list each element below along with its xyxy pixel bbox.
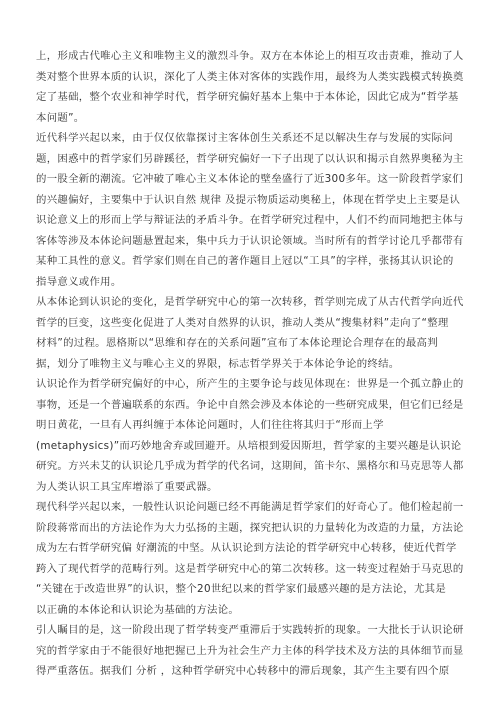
text-line: 的一股全新的潮流。它冲破了唯心主义本体论的壁垒盛行了近300多年。这一阶段哲学家们 bbox=[36, 173, 463, 185]
text-line: 以正确的本体论和认识论为基础的方法论。 bbox=[36, 603, 240, 616]
text-line: 得严重落伍。据我们 分析 ，这种哲学研究中心转移中的滞后现象，其产生主要有四个原 bbox=[36, 665, 450, 677]
text-line: 类对整个世界本质的认识，深化了人类主体对客体的实践作用，最终为人类实践模式转换奠 bbox=[36, 70, 464, 83]
text-line: “关键在于改造世界”的认识，整个20世纪以来的哲学家们最感兴趣的是方法论，尤其是 bbox=[36, 583, 447, 595]
text-line: 某种工具性的意义。哲学家们则在自己的著作题目上冠以“工具”的字样，张扬其认识论的 bbox=[36, 255, 454, 267]
paragraph-3 bbox=[36, 292, 464, 374]
document-page bbox=[36, 46, 464, 682]
text-line: 的兴趣偏好，主要集中于认识自然 规律 及提示物质运动奥秘上，体现在哲学史上主要是认 bbox=[36, 193, 461, 206]
text-line: 成为左右哲学研究偏 好潮流的中坚。从认识论到方法论的哲学研究中心转移，使近代哲学 bbox=[36, 542, 457, 554]
text-line: 明日黄花，一旦有人再纠缠于本体论问题时，人们往往将其归于“形而上学 bbox=[36, 419, 384, 431]
paragraph-5 bbox=[36, 497, 464, 620]
text-line: 上，形成古代唯心主义和唯物主义的激烈斗争。双方在本体论上的相互攻击责难，推动了人 bbox=[36, 50, 464, 62]
text-line: 事物，还是一个普遍联系的东西。争论中自然会涉及本体论的一些研究成果，但它们已经是 bbox=[36, 398, 464, 411]
text-line: 为人类认识工具宝库增添了重要武器。 bbox=[36, 480, 218, 493]
text-line: 近代科学兴起以来，由于仅仅依靠探讨主客体创生关系还不足以解决生存与发展的实际问 bbox=[36, 132, 453, 144]
text-line: 材料”的过程。恩格斯以“思维和存在的关系问题”宣布了本体论理论合理存在的最高判 bbox=[36, 337, 438, 349]
text-line: 哲学的巨变，这些变化促进了人类对自然界的认识，推动人类从“搜集材料”走向了“整理 bbox=[36, 316, 449, 329]
text-line: 题，困惑中的哲学家们另辟蹊径，哲学研究偏好一下子出现了以认识和揭示自然界奥秘为主 bbox=[36, 152, 464, 165]
text-line: 从本体论到认识论的变化，是哲学研究中心的第一次转移，哲学则完成了从古代哲学向近代 bbox=[36, 296, 464, 308]
text-line: 客体等涉及本体论问题悬置起来，集中兵力于认识论领域。当时所有的哲学讨论几乎都带有 bbox=[36, 234, 464, 247]
text-line: 本问题”。 bbox=[36, 111, 85, 124]
text-line: 识论意义上的形而上学与辩证法的矛盾斗争。在哲学研究过程中，人们不约而同地把主体与 bbox=[36, 214, 464, 226]
text-line: 阶段蒋常而出的方法论作为大力弘扬的主题，探究把认识的力量转化为改造的力量，方法论 bbox=[36, 521, 464, 534]
text-line: 研究。方兴未艾的认识论几乎成为哲学的代名词，这期间，笛卡尔、黑格尔和马克思等人都 bbox=[36, 460, 464, 472]
paragraph-6 bbox=[36, 620, 464, 682]
text-line: 引人瞩目的是，这一阶段出现了哲学转变严重滞后于实践转折的现象。一大批长于认识论研 bbox=[36, 624, 464, 636]
paragraph-1 bbox=[36, 46, 464, 128]
text-line: 据，划分了唯物主义与唯心主义的界限，标志哲学界关于本体论争论的终结。 bbox=[36, 357, 400, 370]
text-line: 认识论作为哲学研究偏好的中心，所产生的主要争论与歧见体现在：世界是一个孤立静止的 bbox=[36, 378, 464, 390]
text-line: 跨入了现代哲学的范畴行列。这是哲学研究中心的第二次转移。这一转变过程始于马克思的 bbox=[36, 562, 464, 575]
text-line: 现代科学兴起以来，一般性认识论问题已经不再能满足哲学家们的好奇心了。他们检起前一 bbox=[36, 501, 464, 513]
text-line: 究的哲学家由于不能很好地把握已上升为社会生产力主体的科学技术及方法的具体细节而显 bbox=[36, 644, 464, 657]
text-line: 定了基础，整个农业和神学时代，哲学研究偏好基本上集中于本体论，因此它成为“哲学基 bbox=[36, 91, 459, 103]
text-line: (metaphysics)”而巧妙地舍弃或回避开。从培根到爱因斯坦，哲学家的主要兴趣是认识论 bbox=[36, 439, 462, 452]
text-line: 指导意义或作用。 bbox=[36, 275, 122, 288]
paragraph-4 bbox=[36, 374, 464, 497]
paragraph-2 bbox=[36, 128, 464, 292]
